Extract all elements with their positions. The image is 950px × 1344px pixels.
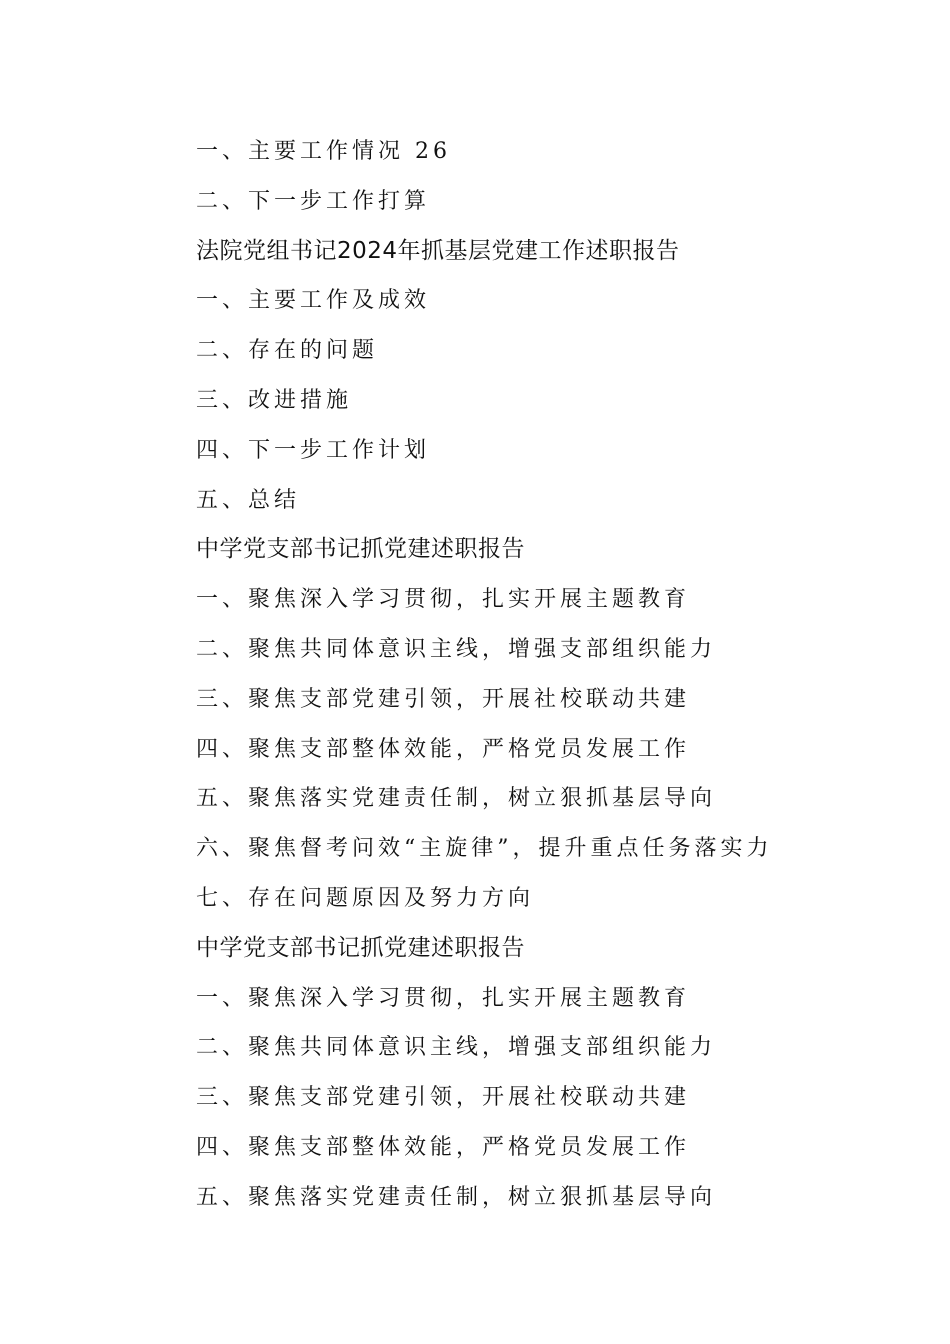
toc-entry: 五、聚焦落实党建责任制，树立狠抓基层导向 <box>196 1184 717 1210</box>
toc-entry: 一、主要工作及成效 <box>196 288 431 314</box>
toc-entry: 四、下一步工作计划 <box>196 437 431 463</box>
toc-section-heading: 中学党支部书记抓党建述职报告 <box>196 934 525 961</box>
toc-entry: 六、聚焦督考问效“主旋律”，提升重点任务落实力 <box>196 836 773 862</box>
toc-entry: 五、总结 <box>196 487 301 513</box>
toc-entry: 四、聚焦支部整体效能，严格党员发展工作 <box>196 1134 691 1160</box>
toc-entry: 二、聚焦共同体意识主线，增强支部组织能力 <box>196 1035 717 1061</box>
toc-entry: 四、聚焦支部整体效能，严格党员发展工作 <box>196 736 691 762</box>
toc-entry: 二、存在的问题 <box>196 338 379 364</box>
toc-entry: 一、主要工作情况 26 <box>196 139 451 164</box>
toc-entry: 一、聚焦深入学习贯彻，扎实开展主题教育 <box>196 587 691 613</box>
toc-entry: 一、聚焦深入学习贯彻，扎实开展主题教育 <box>196 985 691 1011</box>
toc-entry: 七、存在问题原因及努力方向 <box>196 885 535 911</box>
toc-section-heading: 法院党组书记2024年抓基层党建工作述职报告 <box>196 237 680 264</box>
toc-entry: 五、聚焦落实党建责任制，树立狠抓基层导向 <box>196 786 717 812</box>
toc-entry: 二、聚焦共同体意识主线，增强支部组织能力 <box>196 636 717 662</box>
toc-entry: 三、聚焦支部党建引领，开展社校联动共建 <box>196 1085 691 1111</box>
table-of-contents <box>196 127 896 1223</box>
toc-entry: 三、改进措施 <box>196 387 353 413</box>
toc-entry: 三、聚焦支部党建引领，开展社校联动共建 <box>196 686 691 712</box>
toc-section-heading: 中学党支部书记抓党建述职报告 <box>196 536 525 563</box>
toc-entry: 二、下一步工作打算 <box>196 188 431 214</box>
